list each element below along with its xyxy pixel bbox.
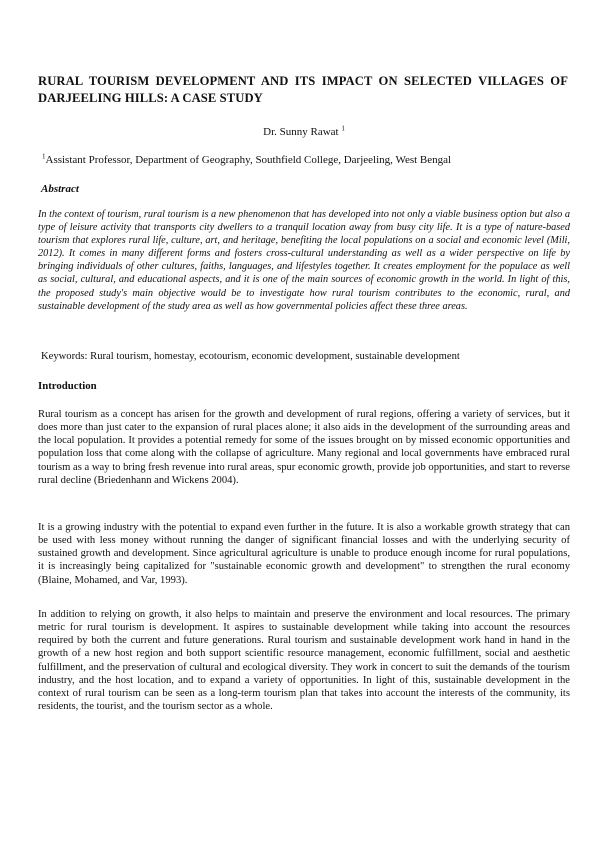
paper-title: RURAL TOURISM DEVELOPMENT AND ITS IMPACT ON SELECTED VILLAGES OF DARJEELING HILLS: A CASE STUDY [38,74,568,105]
introduction-heading: Introduction [38,380,97,392]
keywords-line: Keywords: Rural tourism, homestay, ecotourism, economic development, sustainable development [41,351,460,362]
author-name: Dr. Sunny Rawat [263,126,339,138]
introduction-paragraph-1: Rural tourism as a concept has arisen for the growth and development of rural regions, offering a variety of services, but it does more than just cater to the expansion of rural places alone; it also aids in the development of the surrounding areas and the local population. It provides a potential remedy for some of the issues brought on by missed economic opportunities and population loss that come along with the collapse of agriculture. Many regional and local governments have embraced rural tourism as a way to bring fresh revenue into rural areas, spur economic growth, provide job opportunities, and start to reverse rural decline (Briedenhann and Wickens 2004). [38,409,570,486]
abstract-heading: Abstract [41,183,79,195]
author-footnote-marker: 1 [341,124,345,133]
document-page [38,0,570,842]
author-line [38,125,570,139]
author-affiliation [42,153,570,167]
introduction-paragraph-2: It is a growing industry with the potential to expand even further in the future. It is also a workable growth strategy that can be used with less money without running the danger of significant financial losses and with the underlying security of sustained growth and development. Since agricultural agriculture is unable to produce enough income for rural populations, it is increasingly being capitalized for "sustainable economic growth and development" to strengthen the rural economy (Blaine, Mohamed, and Var, 1993). [38,522,570,586]
abstract-body: In the context of tourism, rural tourism is a new phenomenon that has developed into not only a viable business option but also a type of leisure activity that transports city dwellers to a tranquil location away from busy city life. It is a type of nature-based tourism that explores rural life, culture, art, and heritage, benefiting the local populations on a social and economic level (Mili, 2012). It comes in many different forms and fosters cross-cultural understanding as well as a wider perspective on life by bringing individuals of other cultures, faiths, languages, and lifestyles together. It creates employment for the populace as well as social, cultural, and educational aspects, and it is one of the main sources of economic growth in the world. In light of this, the proposed study's main objective would be to investigate how rural tourism contributes to the economic, rural, and sustainable development of the study area as well as how governmental policies affect these three areas. [38,209,570,312]
affiliation-text: Assistant Professor, Department of Geography, Southfield College, Darjeeling, West Bengal [45,154,452,166]
introduction-paragraph-3: In addition to relying on growth, it also helps to maintain and preserve the environment and local resources. The primary metric for rural tourism is development. It aspires to sustainable development while taking into account the resources required by both the current and future generations. Rural tourism and sustainable development work hand in hand in the growth of a new host region and both support scientific resource management, economic fulfillment, social and aesthetic fulfillment, and the preservation of cultural and ecological diversity. They work in concert to suit the demands of the tourism industry, and the host location, and to expand a variety of opportunities. In light of this, sustainable development in the context of rural tourism can be seen as a long-term tourism plan that takes into account the interests of the community, its residents, the tourist, and the tourism sector as a whole. [38,609,570,713]
affiliation-marker: 1 [42,152,46,161]
